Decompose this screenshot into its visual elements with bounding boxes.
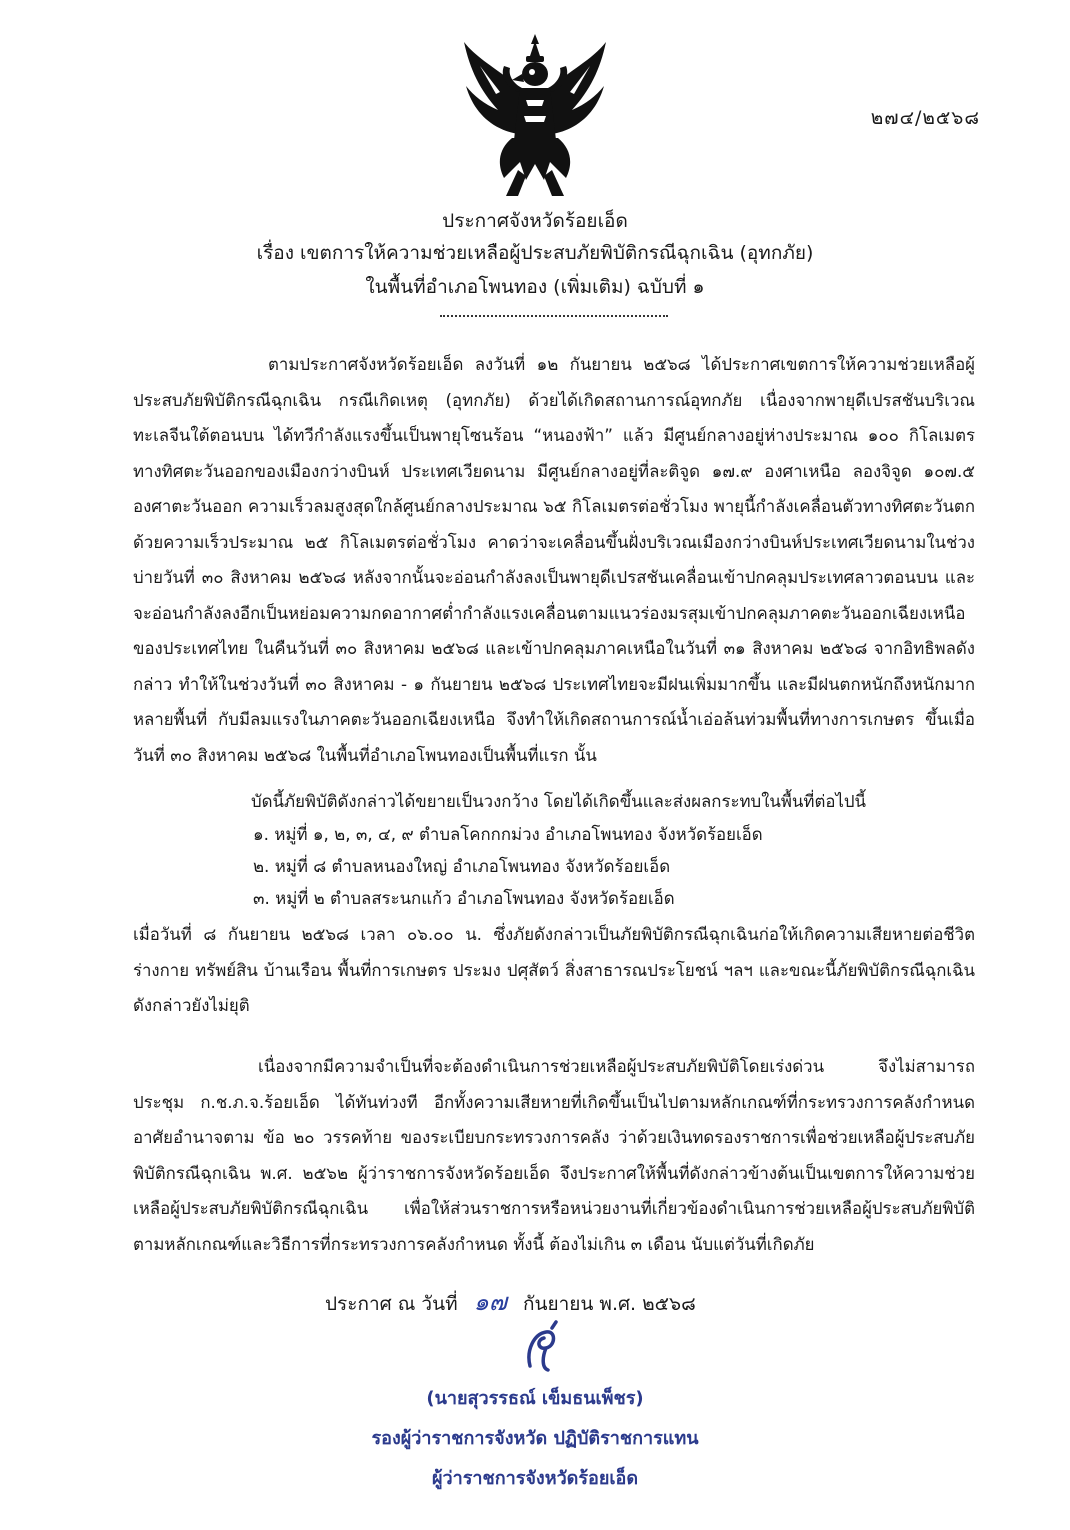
date-suffix: กันยายน พ.ศ. ๒๕๖๘: [522, 1293, 696, 1315]
affected-areas-section: [133, 785, 975, 914]
affected-area-item: ๒. หมู่ที่ ๘ ตำบลหนองใหญ่ อำเภอโพนทอง จังหวัดร้อยเอ็ด: [253, 856, 671, 876]
date-day: ๑๗: [473, 1288, 507, 1316]
signatory-position-2: ผู้ว่าราชการจังหวัดร้อยเอ็ด: [431, 1468, 639, 1489]
paragraph-damage: เมื่อวันที่ ๘ กันยายน ๒๕๖๘ เวลา ๐๖.๐๐ น. ซึ่งภัยดังกล่าวเป็นภัยพิบัติกรณีฉุกเฉินก่อให้เกิดความเสียหายต่อชีวิตร่างกาย ทรัพย์สิน บ้านเรือน พื้นที่การเกษตร ประมง ปศุสัตว์ สิ่งสาธารณประโยชน์ ฯลฯ และขณะนี้ภัยพิบัติกรณีฉุกเฉินดังกล่าวยังไม่ยุติ: [133, 924, 975, 1015]
subject-line: เรื่อง เขตการให้ความช่วยเหลือผู้ประสบภัยพิบัติกรณีฉุกเฉิน (อุทกภัย): [256, 242, 814, 264]
date-prefix: ประกาศ ณ วันที่: [325, 1293, 458, 1315]
announcement-date: [325, 1282, 696, 1321]
paragraph-background: ตามประกาศจังหวัดร้อยเอ็ด ลงวันที่ ๑๒ กันยายน ๒๕๖๘ ได้ประกาศเขตการให้ความช่วยเหลือผู้ประสบภัยพิบัติกรณีฉุกเฉิน กรณีเกิดเหตุ (อุทกภัย) ด้วยได้เกิดสถานการณ์อุทกภัย เนื่องจากพายุดีเปรสชันบริเวณทะเลจีนใต้ตอนบน ได้ทวีกำลังแรงขึ้นเป็นพายุโซนร้อน “หนองฟ้า” แล้ว มีศูนย์กลางอยู่ห่างประมาณ ๑๐๐ กิโลเมตรทางทิศตะวันออกของเมืองกว่างบินห์ ประเทศเวียดนาม มีศูนย์กลางอยู่ที่ละติจูด ๑๗.๙ องศาเหนือ ลองจิจูด ๑๐๗.๕ องศาตะวันออก ความเร็วลมสูงสุดใกล้ศูนย์กลางประมาณ ๖๕ กิโลเมตรต่อชั่วโมง พายุนี้กำลังเคลื่อนตัวทางทิศตะวันตก ด้วยความเร็วประมาณ ๒๕ กิโลเมตรต่อชั่วโมง คาดว่าจะเคลื่อนขึ้นฝั่งบริเวณเมืองกว่างบินห์ประเทศเวียดนามในช่วงบ่ายวันที่ ๓๐ สิงหาคม ๒๕๖๘ หลังจากนั้นจะอ่อนกำลังลงเป็นพายุดีเปรสชันเคลื่อนเข้าปกคลุมประเทศลาวตอนบน และจะอ่อนกำลังลงอีกเป็นหย่อมความกดอากาศต่ำกำลังแรงเคลื่อนตามแนวร่องมรสุมเข้าปกคลุมภาคตะวันออกเฉียงเหนือของประเทศไทย ในคืนวันที่ ๓๐ สิงหาคม ๒๕๖๘ และเข้าปกคลุมภาคเหนือในวันที่ ๓๑ สิงหาคม ๒๕๖๘ จากอิทธิพลดังกล่าว ทำให้ในช่วงวันที่ ๓๐ สิงหาคม - ๑ กันยายน ๒๕๖๘ ประเทศไทยจะมีฝนเพิ่มมากขึ้น และมีฝนตกหนักถึงหนักมากหลายพื้นที่ กับมีลมแรงในภาคตะวันออกเฉียงเหนือ จึงทำให้เกิดสถานการณ์น้ำเอ่อล้นท่วมพื้นที่ทางการเกษตร ขึ้นเมื่อวันที่ ๓๐ สิงหาคม ๒๕๖๘ ในพื้นที่อำเภอโพนทองเป็นพื้นที่แรก นั้น: [133, 354, 975, 765]
paragraph-affected-lead: บัดนี้ภัยพิบัติดังกล่าวได้ขยายเป็นวงกว้าง โดยได้เกิดขึ้นและส่งผลกระทบในพื้นที่ต่อไปนี้: [251, 791, 867, 811]
announcement-title: ประกาศจังหวัดร้อยเอ็ด: [442, 210, 628, 232]
affected-area-item: ๑. หมู่ที่ ๑, ๒, ๓, ๔, ๙ ตำบลโคกกกม่วง อำเภอโพนทอง จังหวัดร้อยเอ็ด: [253, 824, 763, 844]
garuda-emblem-icon: [460, 30, 610, 202]
signatory-name: (นายสุวรรธณ์ เข็มธนเพ็ชร): [426, 1388, 644, 1409]
subject-line-2: ในพื้นที่อำเภอโพนทอง (เพิ่มเติม) ฉบับที่ ๑: [365, 276, 705, 298]
signatory-position: รองผู้ว่าราชการจังหวัด ปฏิบัติราชการแทน: [371, 1428, 699, 1449]
affected-area-item: ๓. หมู่ที่ ๒ ตำบลสระนกแก้ว อำเภอโพนทอง จังหวัดร้อยเอ็ด: [253, 888, 675, 908]
dotted-separator: [440, 315, 668, 317]
document-number: ๒๗๔/๒๕๖๘: [870, 107, 980, 129]
handwritten-signature: [512, 1320, 572, 1376]
paragraph-declaration: เนื่องจากมีความจำเป็นที่จะต้องดำเนินการช่วยเหลือผู้ประสบภัยพิบัติโดยเร่งด่วน จึงไม่สามารถประชุม ก.ช.ภ.จ.ร้อยเอ็ด ได้ทันท่วงที อีกทั้งความเสียหายที่เกิดขึ้นเป็นไปตามหลักเกณฑ์ที่กระทรวงการคลังกำหนด อาศัยอำนาจตาม ข้อ ๒๐ วรรคท้าย ของระเบียบกระทรวงการคลัง ว่าด้วยเงินทดรองราชการเพื่อช่วยเหลือผู้ประสบภัยพิบัติกรณีฉุกเฉิน พ.ศ. ๒๕๖๒ ผู้ว่าราชการจังหวัดร้อยเอ็ด จึงประกาศให้พื้นที่ดังกล่าวข้างต้นเป็นเขตการให้ความช่วยเหลือผู้ประสบภัยพิบัติกรณีฉุกเฉิน เพื่อให้ส่วนราชการหรือหน่วยงานที่เกี่ยวข้องดำเนินการช่วยเหลือผู้ประสบภัยพิบัติตามหลักเกณฑ์และวิธีการที่กระทรวงการคลังกำหนด ทั้งนี้ ต้องไม่เกิน ๓ เดือน นับแต่วันที่เกิดภัย: [133, 1056, 975, 1254]
